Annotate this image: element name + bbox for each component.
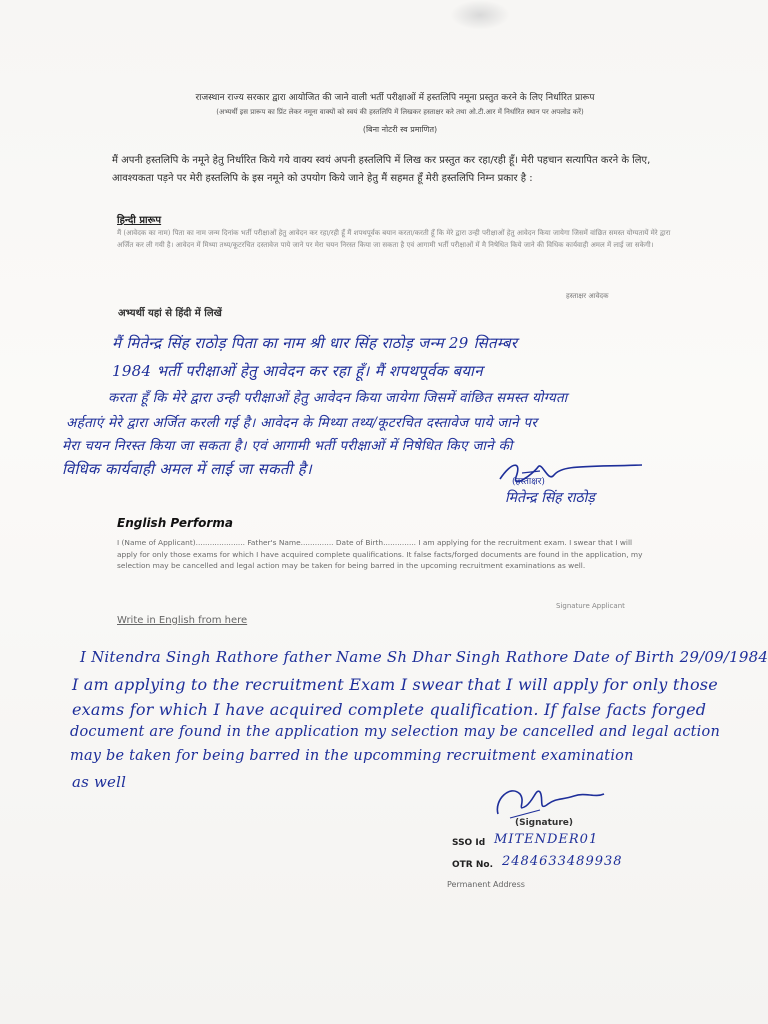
write-english-heading: Write in English from here xyxy=(117,615,248,626)
permanent-address-label: Permanent Address xyxy=(447,880,525,889)
hindi-handwriting-line: करता हूँ कि मेरे द्वारा उन्ही परीक्षाओं हेतु आवेदन किया जायेगा जिसमें वांछित समस्त योग्यता xyxy=(108,390,568,406)
hindi-handwriting-line: मेरा चयन निरस्त किया जा सकता है। एवं आगामी भर्ती परीक्षाओं में निषेधित किए जाने की xyxy=(62,438,513,454)
otr-number-value: 2484633489938 xyxy=(502,854,623,869)
hindi-signature-label: हस्ताक्षर आवेदक xyxy=(566,292,609,300)
english-handwriting-line: exams for which I have acquired complete qualification. If false facts forged xyxy=(72,700,707,719)
otr-number-label: OTR No. xyxy=(452,860,493,870)
sso-id-label: SSO Id xyxy=(452,838,486,848)
english-handwriting-line: may be taken for being barred in the upcomming recruitment examination xyxy=(70,748,634,764)
hindi-signature-caption: (हस्ताक्षर) xyxy=(512,477,545,487)
declaration-text: मैं अपनी हस्तलिपि के नमूने हेतु निर्धारित किये गये वाक्य स्वयं अपनी हस्तलिपि में लिख कर प्रस्तुत कर रहा/रही हूँ। मेरी पहचान सत्यापित करने के लिए, आवश्यकता पड़ने पर मेरी हस्तलिपि के इस नमूने को उपयोग किये जाने हेतु मैं सहमत हूँ मेरी हस्तलिपि निम्न प्रकार है : xyxy=(112,155,651,184)
hindi-performa-heading: हिन्दी प्रारूप xyxy=(117,215,162,226)
hindi-handwriting-line: विधिक कार्यवाही अमल में लाई जा सकती है। xyxy=(62,460,312,478)
english-handwriting-line: I Nitendra Singh Rathore father Name Sh Dhar Singh Rathore Date of Birth 29/09/1984 xyxy=(80,648,768,666)
english-handwriting-line: as well xyxy=(72,773,127,791)
english-signature-label: Signature Applicant xyxy=(556,602,625,610)
hindi-performa-text: मैं (आवेदक का नाम) पिता का नाम जन्म दिनांक भर्ती परीक्षाओं हेतु आवेदन कर रहा/रही हूँ मैं शपथपूर्वक बयान करता/करती हूँ कि मेरे द्वारा उन्ही परीक्षाओं हेतु आवेदन किया जायेगा जिसमें वांछित समस्त योग्यतायें मेरे द्वारा अर्जित कर ली गयी है। आवेदन में मिथ्या तथ्य/कूटरचित दस्तावेज पाये जाने पर मेरा चयन निरस्त किया जा सकता है एवं आगामी भर्ती परीक्षाओं में मै निषेधित किये जाने की विधिक कार्यवाही अमल में लाई जा सकेगी। xyxy=(117,229,671,249)
english-performa-heading: English Performa xyxy=(117,516,233,530)
write-hindi-heading: अभ्यर्थी यहां से हिंदी में लिखें xyxy=(118,308,222,319)
hindi-handwriting-line: 1984 भर्ती परीक्षाओं हेतु आवेदन कर रहा हूँ। मैं शपथपूर्वक बयान xyxy=(112,362,483,380)
hindi-handwriting-line: मैं मितेन्द्र सिंह राठोड़ पिता का नाम श्री धार सिंह राठोड़ जन्म 29 सितम्बर xyxy=(112,334,518,352)
sso-id-value: MITENDER01 xyxy=(494,832,599,847)
hindi-handwriting-line: अर्हताएं मेरे द्वारा अर्जित करली गई है। आवेदन के मिथ्या तथ्य/कूटरचित दस्तावेज पाये जाने पर xyxy=(66,415,538,431)
hindi-signature-name: मितेन्द्र सिंह राठोड़ xyxy=(505,490,595,506)
english-handwriting-line: document are found in the application my selection may be cancelled and legal action xyxy=(70,724,720,740)
form-title: राजस्थान राज्य सरकार द्वारा आयोजित की जाने वाली भर्ती परीक्षाओं में हस्तलिपि नमूना प्रस्तुत करने के लिए निर्धारित प्रारूप xyxy=(195,93,595,103)
form-instruction: (अभ्यर्थी इस प्रारूप का प्रिंट लेकर नमूना वाक्यों को स्वयं की हस्तलिपि में लिखकर हस्ताक्षर करे तथा ओ.टी.आर में निर्धारित स्थान पर अपलोड करें) xyxy=(216,108,584,116)
english-performa-text: I (Name of Applicant)..................... Father's Name.............. Date of Birth.............. I am applying for the recruitment exam. I swear that I will apply for only those exams for which I have acquired complete qualifications. It false facts/forged documents are found in the application, my selection may be cancelled and legal action may be taken for being barred in the upcoming recruitment examinations as well. xyxy=(117,538,643,570)
signature-caption: (Signature) xyxy=(515,818,573,828)
scan-smudge xyxy=(450,0,510,30)
form-note: (बिना नोटरी स्व प्रमाणित) xyxy=(362,125,438,134)
english-handwriting-line: I am applying to the recruitment Exam I swear that I will apply for only those xyxy=(72,675,718,694)
